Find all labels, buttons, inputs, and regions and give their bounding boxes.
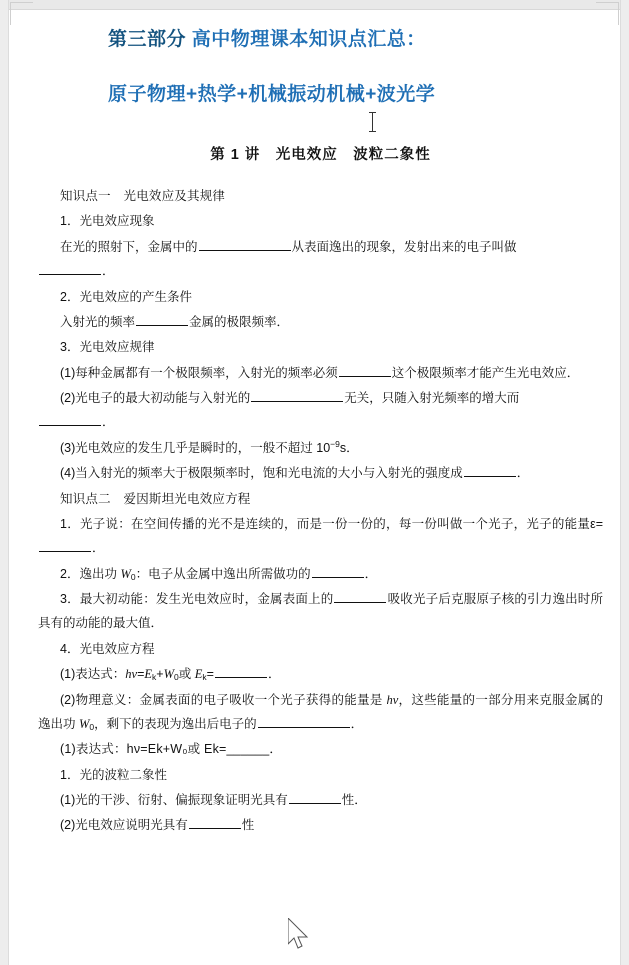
fill-blank — [334, 589, 386, 603]
paragraph-5-2: (1)光的干涉、衍射、偏振现象证明光具有 性． — [38, 788, 603, 812]
fill-blank — [339, 363, 391, 377]
paragraph-5-1: 1．光的波粒二象性 — [60, 767, 167, 782]
title-part-label: 第三部分 — [108, 29, 187, 50]
fill-blank — [199, 237, 291, 251]
fill-blank — [289, 790, 341, 804]
paragraph-4-5: (1)表达式：$h\nu=E_k+W_0$或 $E_k=$ ． — [38, 662, 603, 686]
paragraph-4-1: 1．光子说：在空间传播的光不是连续的，而是一份一份的，每一份叫做一个光子，光子的能量ε=． — [38, 512, 603, 561]
document-title-line-1 — [38, 26, 603, 55]
paragraph-3-2: (1)每种金属都有一个极限频率，入射光的频率必须 这个极限频率才能产生光电效应． — [38, 361, 603, 385]
document-body — [38, 184, 603, 838]
fill-blank — [251, 388, 343, 402]
paragraph-4-2: 2．逸出功 $W_0$：电子从金属中逸出所需做功的 ． — [38, 562, 603, 586]
knowledge-point-heading-3: (1)表达式：hν=Ek+W₀或 Ek=______． — [60, 742, 283, 757]
paragraph-4-3: 3．最大初动能：发生光电效应时，金属表面上的 吸收光子后克服原子核的引力逸出时所具有的动能的最大值． — [38, 587, 603, 636]
lecture-subtitle: 第 1 讲 光电效应 波粒二象性 — [210, 147, 431, 163]
paragraph-5-3: (2)光电效应说明光具有 性 — [38, 813, 603, 837]
fill-blank — [39, 538, 91, 552]
fill-blank — [39, 412, 101, 426]
fill-blank — [136, 312, 188, 326]
paragraph-2-1: 2．光电效应的产生条件 — [60, 289, 192, 304]
paragraph-3-4: (3)光电效应的发生几乎是瞬时的，一般不超过 $10^{-9}s$． — [60, 438, 359, 455]
fill-blank — [312, 564, 364, 578]
fill-blank — [258, 714, 350, 728]
text-cursor-icon — [372, 112, 373, 132]
paragraph-4-4: 4．光电效应方程 — [60, 641, 155, 656]
fill-blank — [189, 815, 241, 829]
paragraph-4-6: (2)物理意义：金属表面的电子吸收一个光子获得的能量是 hν，这些能量的一部分用来克服金属的逸出功 $W_0$，剩下的表现为逸出后电子的 ． — [38, 692, 603, 732]
knowledge-point-heading-1: 知识点一 光电效应及其规律 — [60, 189, 226, 203]
paragraph-3-5: (4)当入射光的频率大于极限频率时，饱和光电流的大小与入射光的强度成 ． — [38, 461, 603, 485]
title-main-text: 高中物理课本知识点汇总： — [191, 29, 426, 50]
fill-blank — [215, 664, 267, 678]
knowledge-point-heading-2: 知识点二 爱因斯坦光电效应方程 — [60, 491, 251, 506]
fill-blank — [39, 261, 101, 275]
paragraph-3-1: 3．光电效应规律 — [60, 340, 155, 355]
paragraph-1-2: 在光的照射下，金属中的 从表面逸出的现象，发射出来的电子叫做 ． — [38, 235, 603, 284]
paragraph-1-1: 1．光电效应现象 — [60, 214, 155, 229]
document-title-line-2: 原子物理+热学+机械振动机械+波光学 — [108, 83, 436, 105]
fill-blank — [464, 463, 516, 477]
paragraph-2-2: 入射光的频率 金属的极限频率． — [38, 310, 603, 334]
paragraph-3-3: (2)光电子的最大初动能与入射光的 无关，只随入射光频率的增大而 ． — [38, 386, 603, 435]
